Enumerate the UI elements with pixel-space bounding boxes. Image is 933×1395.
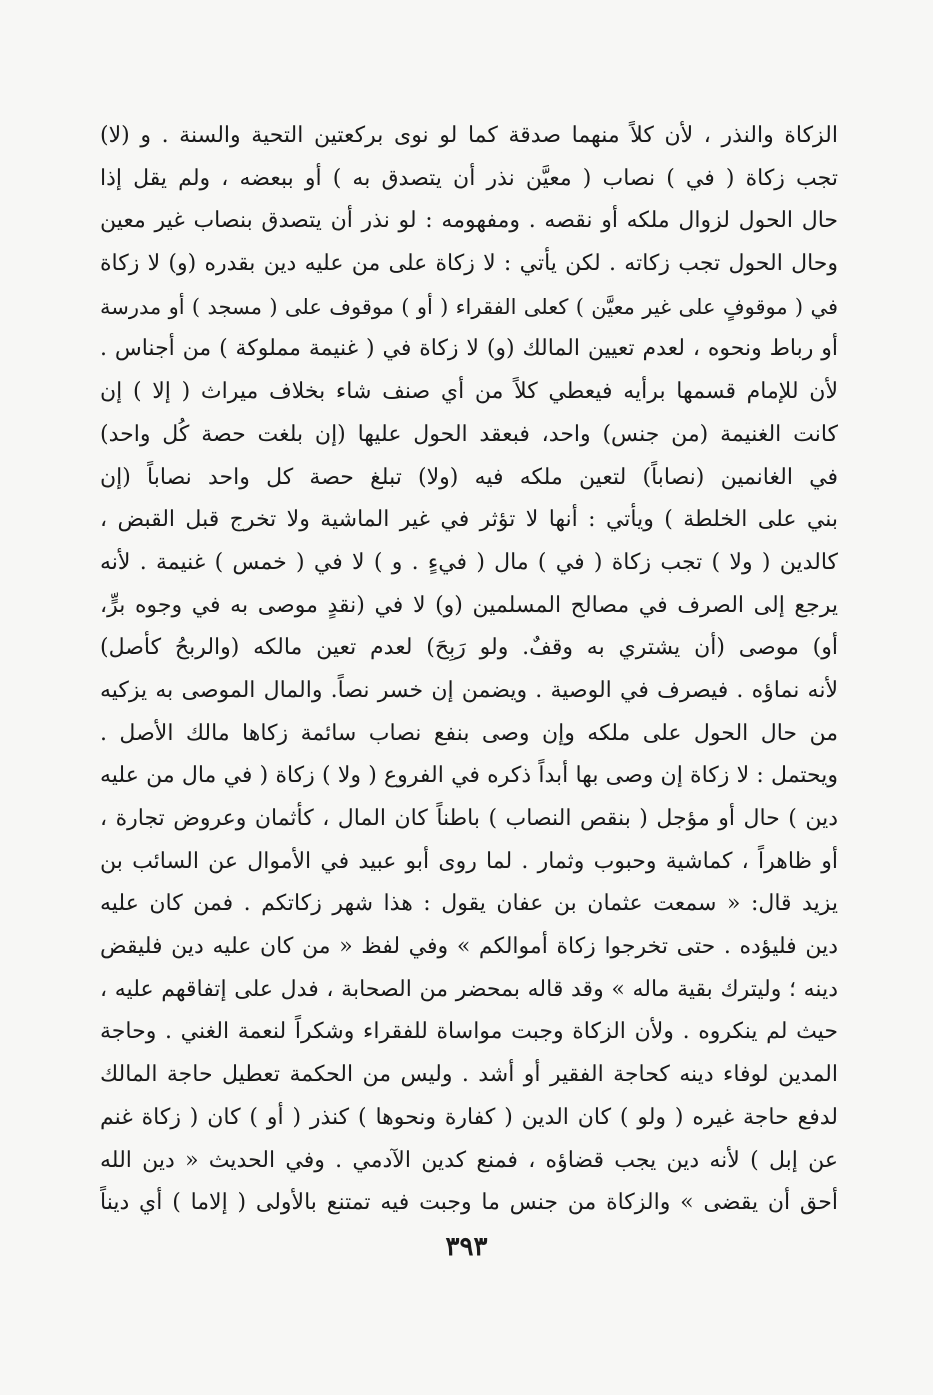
text-line: بني على الخلطة ) ويأتي : أنها لا تؤثر في غير الماشية ولا تخرج قبل القبض ، [100,507,838,533]
text-line: تجب زكاة ( في ) نصاب ( معيَّن نذر أن يتصدق به ) أو ببعضه ، ولم يقل إذا [100,165,838,191]
text-line: عن إبل ) لأنه دين يجب قضاؤه ، فمنع كدين الآدمي . وفي الحديث « دين الله [100,1147,838,1173]
text-line: لدفع حاجة غيره ( ولو ) كان الدين ( كفارة ونحوها ) كنذر ( أو ) كان ( زكاة غنم [100,1104,838,1130]
text-line: حال الحول لزوال ملكه أو نقصه . ومفهومه : لو نذر أن يتصدق بنصاب غير معين [100,208,838,234]
text-line: في الغانمين (نصاباً) لتعين ملكه فيه (ولا) تبلغ حصة كل واحد نصاباً (إن [100,464,838,490]
text-line: دين فليؤده . حتى تخرجوا زكاة أموالكم » وفي لفظ « من كان عليه دين فليقض [100,934,838,960]
text-line: كالدين ( ولا ) تجب زكاة ( في ) مال ( فيءٍ . و ) لا في ( خمس ) غنيمة . لأنه [100,549,838,575]
text-line: دينه ؛ وليترك بقية ماله » وقد قاله بمحضر من الصحابة ، فدل على إتفاقهم عليه ، [100,976,838,1002]
text-line: يزيد قال: « سمعت عثمان بن عفان يقول : هذا شهر زكاتكم . فمن كان عليه [100,891,838,917]
text-line: دين ) حال أو مؤجل ( بنقص النصاب ) باطناً كان المال ، كأثمان وعروض تجارة ، [100,806,838,831]
text-line: المدين لوفاء دينه كحاجة الفقير أو أشد . وليس من الحكمة تعطيل حاجة المالك [100,1062,838,1088]
text-line: يرجع إلى الصرف في مصالح المسلمين (و) لا في (نقدٍ موصى به في وجوه برٍّ، [100,592,838,618]
page-text-block [100,115,838,1225]
text-line: لأن للإمام قسمها برأيه فيعطي كلاً من أي صنف شاء بخلاف ميراث ( إلا ) إن [100,379,838,405]
text-line: أحق أن يقضى » والزكاة من جنس ما وجبت فيه تمتنع بالأولى ( إلاما ) أي ديناً [100,1190,838,1216]
text-line: من حال الحول على ملكه وإن وصى بنفع نصاب سائمة زكاها مالك الأصل . [100,720,838,746]
text-line: الزكاة والنذر ، لأن كلاً منهما صدقة كما لو نوى بركعتين التحية والسنة . و (لا) [100,123,838,148]
text-line: في ( موقوفٍ على غير معيَّن ) كعلى الفقراء ( أو ) موقوف على ( مسجد ) أو مدرسة [100,294,838,319]
text-line: كانت الغنيمة (من جنس) واحد، فبعقد الحول عليها (إن بلغت حصة كُل واحد) [100,421,838,447]
text-line: أو ظاهراً ، كماشية وحبوب وثمار . لما روى أبو عبيد في الأموال عن السائب بن [100,848,838,874]
text-line: أو) موصى (أن يشتري به وقفٌ. ولو رَبِحَ) لعدم تعين مالكه (والربحُ كأصل) [100,635,838,661]
text-line: حيث لم ينكروه . ولأن الزكاة وجبت مواساة للفقراء وشكراً لنعمة الغني . وحاجة [100,1019,838,1045]
text-line: ويحتمل : لا زكاة إن وصى بها أبداً ذكره في الفروع ( ولا ) زكاة ( في مال من عليه [100,763,838,789]
text-line: أو رباط ونحوه ، لعدم تعيين المالك (و) لا زكاة في ( غنيمة مملوكة ) من أجناس . [100,336,838,362]
page-number: ٣٩٣ [445,1232,488,1262]
text-line: لأنه نماؤه . فيصرف في الوصية . ويضمن إن خسر نصاً. والمال الموصى به يزكيه [100,677,838,703]
text-line: وحال الحول تجب زكاته . لكن يأتي : لا زكاة على من عليه دين بقدره (و) لا زكاة [100,251,838,277]
